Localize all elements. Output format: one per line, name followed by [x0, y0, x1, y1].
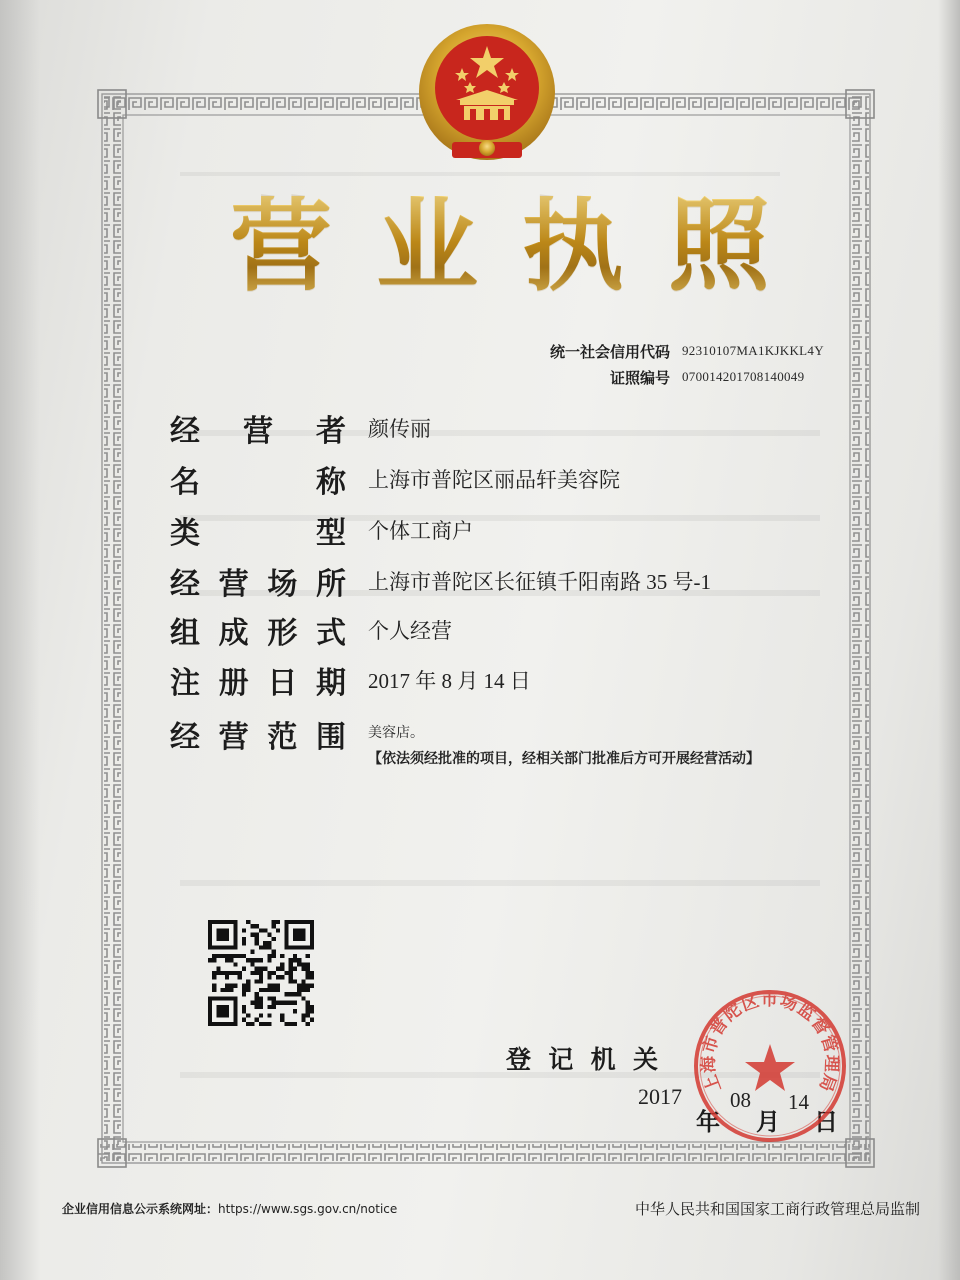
- license-number-label: 证照编号: [609, 368, 670, 387]
- field-label: 类 型: [170, 516, 346, 551]
- footer-supervisor: 中华人民共和国国家工商行政管理总局监制: [634, 1200, 920, 1218]
- field-composition: [170, 608, 452, 652]
- field-label: 名 称: [170, 465, 346, 500]
- credit-code-label: 统一社会信用代码: [549, 342, 670, 361]
- field-business-scope: [170, 712, 346, 756]
- field-value: 颜传丽: [368, 417, 431, 441]
- field-label: 经 营 范 围: [170, 720, 346, 755]
- license-number-row: [480, 366, 804, 388]
- title-char: 营: [230, 187, 332, 306]
- license-number-value: 070014201708140049: [682, 369, 805, 384]
- scope-line: 美容店。: [368, 725, 424, 741]
- field-label: 注 册 日 期: [170, 666, 346, 701]
- national-emblem-icon: [412, 20, 562, 170]
- field-value: 2017 年 8 月 14 日: [368, 669, 531, 693]
- day-unit: 日: [814, 1108, 838, 1136]
- field-value: 个体工商户: [368, 519, 473, 543]
- official-seal-icon: [690, 986, 850, 1146]
- license-title: [230, 182, 770, 312]
- footer-website: [62, 1200, 397, 1217]
- month-unit: 月: [756, 1108, 780, 1136]
- field-operator: [170, 406, 431, 450]
- field-value: 上海市普陀区丽品轩美容院: [368, 468, 620, 492]
- scope-note: 【依法须经批准的项目，经相关部门批准后方可开展经营活动】: [368, 751, 760, 767]
- field-value: 上海市普陀区长征镇千阳南路 35 号-1: [368, 570, 711, 594]
- issue-year: 2017: [638, 1084, 682, 1109]
- field-label: 经 营 者: [170, 414, 346, 449]
- title-char: 照: [668, 187, 770, 306]
- issue-day: 14: [788, 1090, 809, 1114]
- field-label: 经 营 场 所: [170, 567, 346, 602]
- footer-website-label: 企业信用信息公示系统网址：: [62, 1202, 219, 1216]
- credit-code-row: [480, 340, 824, 362]
- field-name: [170, 457, 620, 501]
- credit-code-value: 92310107MA1KJKKL4Y: [682, 343, 824, 358]
- title-char: 执: [522, 187, 624, 306]
- footer-website-url[interactable]: https://www.sgs.gov.cn/notice: [218, 1202, 398, 1216]
- business-scope-text: [368, 722, 760, 768]
- field-label: 组 成 形 式: [170, 616, 346, 651]
- field-value: 个人经营: [368, 619, 452, 643]
- title-char: 业: [376, 187, 478, 306]
- field-premises: [170, 559, 711, 603]
- seal-text: 上海市普陀区市场监督管理局: [698, 990, 842, 1095]
- qr-code-icon: [208, 920, 314, 1026]
- field-registration-date: [170, 658, 531, 702]
- registration-authority-label: 登 记 机 关: [506, 1045, 658, 1074]
- field-type: [170, 508, 473, 552]
- issue-month: 08: [730, 1088, 751, 1112]
- year-unit: 年: [696, 1108, 720, 1136]
